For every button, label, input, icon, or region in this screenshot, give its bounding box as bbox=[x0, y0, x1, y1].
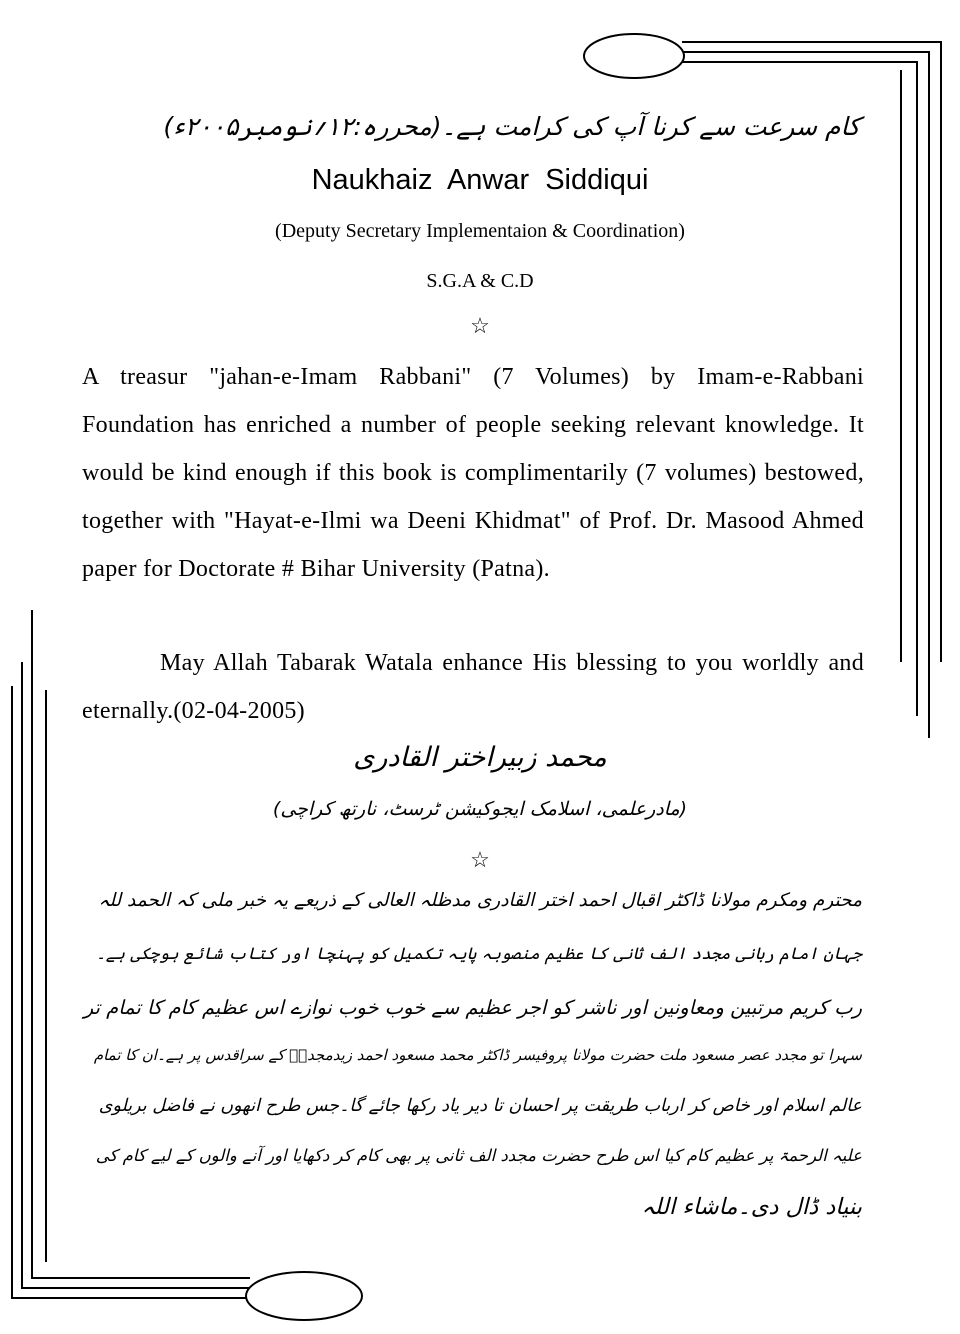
sender-designation: (Deputy Secretary Implementaion & Coordination) bbox=[275, 220, 685, 242]
urdu-body-line: عالم اسلام اور خاص کر ارباب طریقت پر احسان تا دیر یاد رکھا جائے گا۔جس طرح انھوں نے فاضل بریلوی bbox=[98, 1096, 862, 1116]
urdu-body-line: سہرا تو مجدد عصر مسعود ملت حضرت مولانا پروفیسر ڈاکٹر محمد مسعود احمد زیدمجدہٗ کے سراقدس پر ہے۔ان کا تمام bbox=[93, 1046, 862, 1064]
header-urdu-note: کام سرعت سے کرنا آپ کی کرامت ہے۔(محررہ:۱۲؍نومبر۲۰۰۵ء) bbox=[163, 112, 860, 141]
urdu-body-line: محترم ومکرم مولانا ڈاکٹر اقبال احمد اختر القادری مدظلہ العالی کے ذریعے یہ خبر ملی کہ الحمد للہ bbox=[98, 890, 862, 911]
author-name-urdu: محمد زبیراختر القادری bbox=[353, 742, 607, 773]
letter-paragraph-2: May Allah Tabarak Watala enhance His blessing to you worldly and eternally.(02-04-2005) bbox=[82, 650, 864, 724]
star-icon: ☆ bbox=[470, 848, 490, 873]
urdu-body-line: علیہ الرحمۃ پر عظیم کام کیا اس طرح حضرت مجدد الف ثانی پر بھی کام کر دکھایا اور آنے والوں کے لیے کام کی bbox=[95, 1146, 862, 1165]
sender-name: Naukhaiz Anwar Siddiqui bbox=[311, 164, 649, 196]
star-icon: ☆ bbox=[470, 314, 490, 339]
border-line-bottom-outer bbox=[12, 686, 250, 1298]
border-oval-top bbox=[584, 34, 684, 78]
author-subtitle-urdu: (مادرعلمی، اسلامک ایجوکیشن ٹرسٹ، نارتھ کراچی) bbox=[272, 798, 688, 820]
urdu-body-line: بنیاد ڈال دی۔ماشاء اللہ bbox=[641, 1194, 862, 1220]
sender-organization: S.G.A & C.D bbox=[426, 270, 534, 292]
letter-paragraph-1: A treasur "jahan-e-Imam Rabbani" (7 Volumes) by Imam-e-Rabbani Foundation has enriched a number of people seeking relevant knowledge. It would be kind enough if this book is complimentarily (7 volumes) bestowed, together with "Hayat-e-Ilmi wa Deeni Khidmat" of Prof. Dr. Masood Ahmed paper for Doctorate # Bihar University (Patna). bbox=[82, 364, 864, 582]
urdu-body-line: رب کریم مرتبین ومعاونین اور ناشر کو اجر عظیم سے خوب خوب نوازے اس عظیم کام کا تمام تر bbox=[83, 996, 862, 1019]
border-oval-bottom bbox=[246, 1272, 362, 1320]
urdu-body-line: جہان امام ربانی مجدد الف ثانی کا عظیم منصوبہ پایہ تکمیل کو پہنچا اور کتاب شائع ہوچکی ہے۔ bbox=[96, 944, 862, 963]
